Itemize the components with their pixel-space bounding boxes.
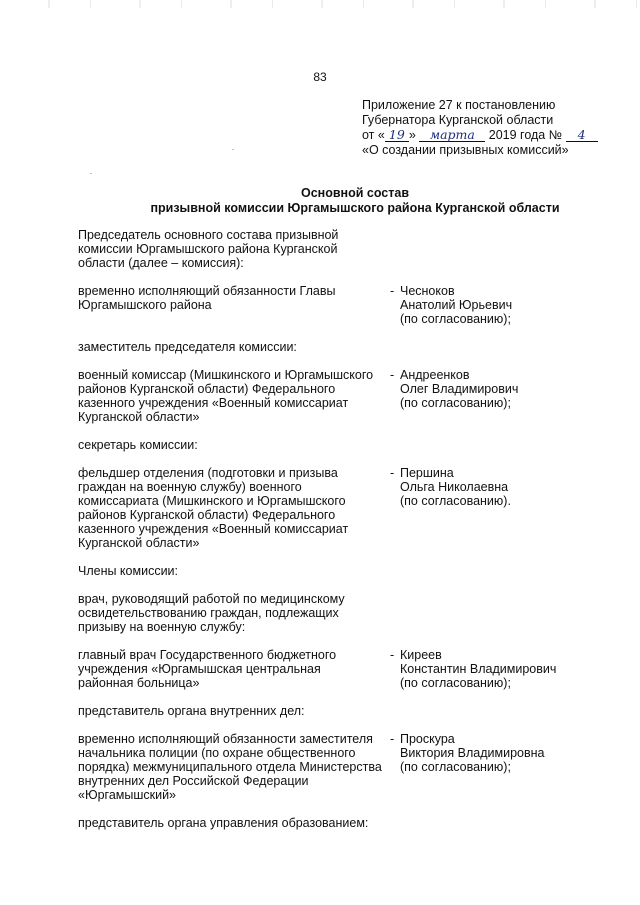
secretary-person: Першина Ольга Николаевна (по согласованию).	[400, 466, 511, 508]
page-number: 83	[313, 70, 327, 84]
deputy-position: военный комиссар (Мишкинского и Юргамышского районов Курганской области) Федерального казенного учреждения «Военный комиссариат Курганской области»	[78, 368, 374, 424]
handwritten-day: 19	[385, 128, 409, 142]
appendix-line-4: «О создании призывных комиссий»	[362, 143, 569, 157]
doctor-position: главный врач Государственного бюджетного учреждения «Юргамышская центральная районная больница»	[78, 648, 337, 690]
secretary-position: фельдшер отделения (подготовки и призыва граждан на военную службу) военного комиссариата (Мишкинского и Юргамышского районов Курганской области) Федерального казенного учреждения «Военный комиссариат Курганской области»	[78, 466, 349, 550]
handwritten-month: марта	[419, 128, 485, 142]
scan-speck	[90, 173, 92, 174]
entry-dash: -	[390, 284, 395, 298]
appendix-line-1: Приложение 27 к постановлению	[362, 98, 556, 112]
appendix-header	[362, 98, 622, 158]
commission-list	[78, 228, 598, 830]
education-heading: представитель органа управления образованием:	[78, 816, 369, 830]
appendix-line-3	[362, 128, 622, 143]
police-position: временно исполняющий обязанности заместителя начальника полиции (по охране общественного порядка) межмуниципального отдела Министерства внутренних дел Российской Федерации «Юргамышский»	[78, 732, 382, 802]
secretary-entry	[78, 466, 598, 550]
chairman-entry	[78, 284, 598, 326]
deputy-entry	[78, 368, 598, 424]
entry-dash: -	[390, 732, 395, 746]
members-heading: Члены комиссии:	[78, 564, 179, 578]
deputy-person: Андреенков Олег Владимирович (по согласованию);	[400, 368, 519, 410]
title-line-2: призывной комиссии Юргамышского района Курганской области	[150, 201, 560, 215]
appendix-year: 2019 года №	[488, 128, 563, 142]
doctor-entry	[78, 648, 598, 690]
appendix-line-2: Губернатора Курганской области	[362, 113, 554, 127]
secretary-heading: секретарь комиссии:	[78, 438, 198, 452]
appendix-date-quote: »	[408, 128, 416, 142]
document-title	[0, 186, 640, 216]
scan-edge-artifact	[0, 0, 640, 8]
chairman-heading: Председатель основного состава призывной комиссии Юргамышского района Курганской области (далее – комиссия):	[78, 228, 339, 270]
police-heading: представитель органа внутренних дел:	[78, 704, 305, 718]
doctor-heading: врач, руководящий работой по медицинскому освидетельствованию граждан, подлежащих призыву на военную службу:	[78, 592, 345, 634]
deputy-heading: заместитель председателя комиссии:	[78, 340, 297, 354]
entry-dash: -	[390, 648, 395, 662]
entry-dash: -	[390, 466, 395, 480]
doctor-person: Киреев Константин Владимирович (по согласованию);	[400, 648, 557, 690]
title-line-1: Основной состав	[300, 186, 410, 200]
scan-speck	[232, 149, 234, 150]
chairman-position: временно исполняющий обязанности Главы Юргамышского района	[78, 284, 336, 312]
chairman-person: Чесноков Анатолий Юрьевич (по согласованию);	[400, 284, 513, 326]
handwritten-number: 4	[566, 128, 598, 142]
appendix-date-prefix: от «	[362, 128, 385, 142]
police-person: Проскура Виктория Владимировна (по согласованию);	[400, 732, 545, 774]
entry-dash: -	[390, 368, 395, 382]
police-entry	[78, 732, 598, 802]
